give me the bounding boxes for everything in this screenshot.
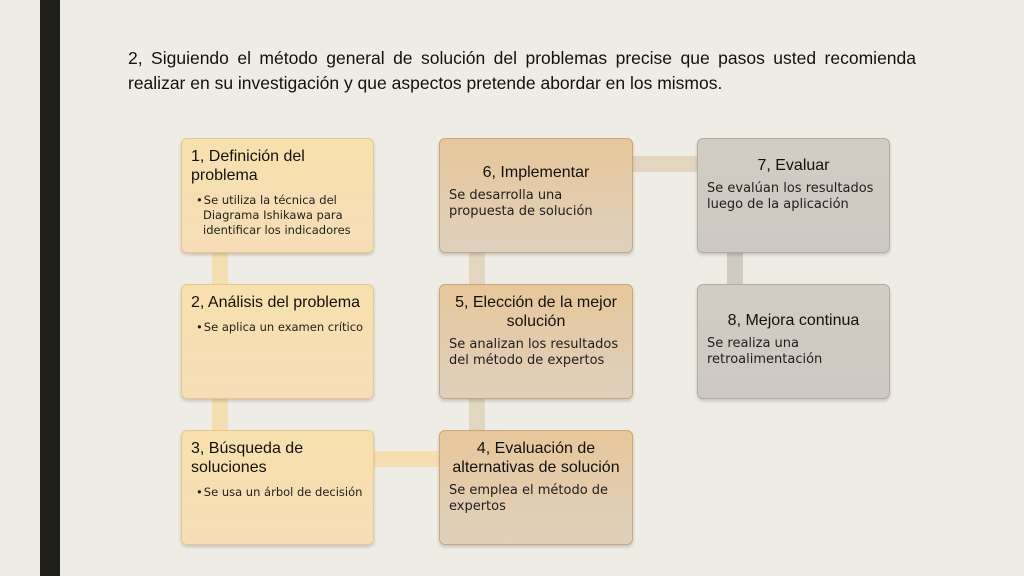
step-7-box	[697, 138, 890, 253]
step-5-text: Se analizan los resultados del método de expertos	[449, 337, 619, 368]
step-2-box	[181, 284, 374, 399]
step-1-title: 1, Definición del problema	[191, 148, 305, 184]
connector-2-3	[212, 397, 228, 433]
step-1-text: • Se utiliza la técnica del Diagrama Ishikawa para identificar los indicadores	[191, 193, 364, 238]
connector-7-8	[727, 250, 743, 286]
connector-1-2	[212, 250, 228, 286]
connector-5-6	[469, 250, 485, 286]
step-1-box	[181, 138, 374, 253]
step-7-title: 7, Evaluar	[757, 157, 830, 174]
step-4-text: Se emplea el método de expertos	[449, 483, 609, 514]
step-5-title: 5, Elección de la mejor solución	[455, 294, 617, 330]
step-5-box	[439, 284, 633, 399]
step-3-title: 3, Búsqueda de soluciones	[191, 440, 304, 476]
step-6-box	[439, 138, 633, 253]
step-6-title: 6, Implementar	[482, 164, 590, 181]
step-7-text: Se evalúan los resultados luego de la aplicación	[707, 181, 874, 212]
connector-6-7	[631, 156, 699, 172]
question-text: 2, Siguiendo el método general de solución del problemas precise que pasos usted recomienda realizar en su investigación y que aspectos pretende abordar en los mismos.	[128, 48, 916, 93]
step-2-text: • Se aplica un examen crítico	[191, 320, 364, 335]
step-4-title: 4, Evaluación de alternativas de solución	[452, 440, 620, 476]
step-6-text: Se desarrolla una propuesta de solución	[449, 188, 593, 219]
step-2-title: 2, Análisis del problema	[191, 294, 360, 311]
step-8-text: Se realiza una retroalimentación	[707, 336, 823, 367]
step-4-box	[439, 430, 633, 545]
step-8-title: 8, Mejora continua	[727, 312, 860, 329]
step-3-box	[181, 430, 374, 545]
left-accent-bar	[40, 0, 60, 576]
step-8-box	[697, 284, 890, 399]
connector-3-4	[372, 451, 440, 467]
step-3-text: • Se usa un árbol de decisión	[191, 485, 364, 500]
connector-4-5	[469, 397, 485, 433]
